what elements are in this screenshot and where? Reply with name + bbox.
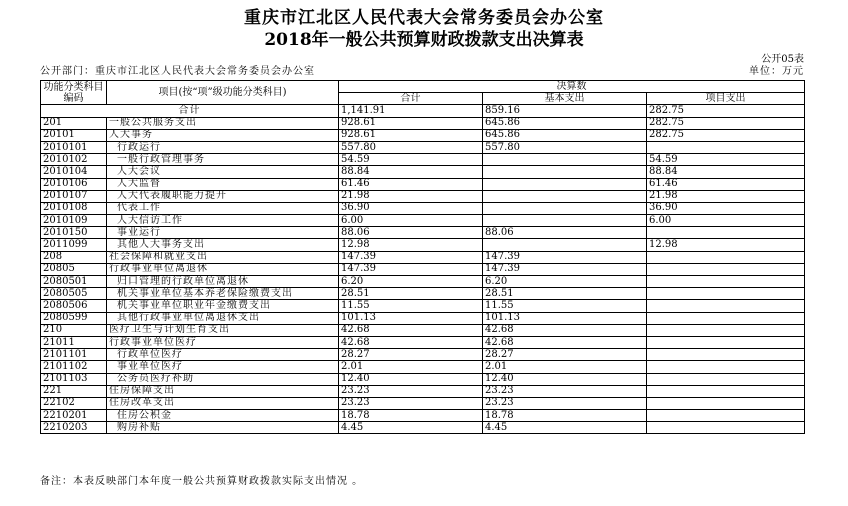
row-total: 42.68: [339, 336, 483, 348]
row-project: [647, 276, 805, 288]
row-basic: 12.40: [483, 373, 647, 385]
row-basic: 645.86: [483, 129, 647, 141]
row-basic: 28.51: [483, 288, 647, 300]
table-row: [41, 336, 805, 348]
table-row: [41, 202, 805, 214]
table-row: [41, 154, 805, 166]
row-basic: 23.23: [483, 397, 647, 409]
table-row: [41, 251, 805, 263]
row-total: 42.68: [339, 324, 483, 336]
report-title: 重庆市江北区人民代表大会常务委员会办公室: [244, 8, 604, 28]
table-row: [41, 300, 805, 312]
row-total: 11.55: [339, 300, 483, 312]
row-name: 一般行政管理事务: [107, 154, 339, 166]
row-total: 54.59: [339, 154, 483, 166]
table-row: [41, 410, 805, 422]
row-name: 人大信访工作: [107, 215, 339, 227]
row-name: 一般公共服务支出: [107, 117, 339, 129]
form-number: 公开05表: [761, 54, 804, 65]
row-basic: 11.55: [483, 300, 647, 312]
row-code: 2101102: [41, 361, 107, 373]
row-project: [647, 336, 805, 348]
total-row-basic: 859.16: [483, 105, 647, 117]
table-row: [41, 324, 805, 336]
row-code: 221: [41, 385, 107, 397]
expenditure-table: [40, 80, 805, 434]
total-row-total: 1,141.91: [339, 105, 483, 117]
row-code: 2210203: [41, 422, 107, 434]
row-name: 其他人大事务支出: [107, 239, 339, 251]
row-project: 88.84: [647, 166, 805, 178]
row-code: 20805: [41, 263, 107, 275]
row-code: 21011: [41, 336, 107, 348]
row-basic: 147.39: [483, 251, 647, 263]
table-row: [41, 397, 805, 409]
row-project: 61.46: [647, 178, 805, 190]
total-row-project: 282.75: [647, 105, 805, 117]
row-project: [647, 288, 805, 300]
row-name: 人大事务: [107, 129, 339, 141]
row-project: [647, 312, 805, 324]
row-project: 282.75: [647, 129, 805, 141]
row-total: 61.46: [339, 178, 483, 190]
final-amount-header: 决算数: [339, 81, 805, 93]
row-total: 18.78: [339, 410, 483, 422]
unit-label: 单位：万元: [749, 66, 804, 77]
row-project: [647, 373, 805, 385]
basic-expense-header: 基本支出: [483, 93, 647, 105]
table-row: [41, 361, 805, 373]
row-name: 住房改革支出: [107, 397, 339, 409]
row-name: 行政事业单位医疗: [107, 336, 339, 348]
row-project: [647, 300, 805, 312]
row-name: 购房补贴: [107, 422, 339, 434]
row-total: 28.27: [339, 349, 483, 361]
table-row: [41, 239, 805, 251]
header-row-1: [41, 81, 805, 93]
row-code: 2080506: [41, 300, 107, 312]
row-project: 12.98: [647, 239, 805, 251]
row-name: 住房公积金: [107, 410, 339, 422]
row-basic: 645.86: [483, 117, 647, 129]
row-project: 36.90: [647, 202, 805, 214]
row-name: 归口管理的行政单位离退休: [107, 276, 339, 288]
table-row: [41, 141, 805, 153]
row-project: [647, 141, 805, 153]
row-code: 208: [41, 251, 107, 263]
row-name: 公务员医疗补助: [107, 373, 339, 385]
row-total: 12.98: [339, 239, 483, 251]
row-code: 210: [41, 324, 107, 336]
row-total: 23.23: [339, 385, 483, 397]
table-row: [41, 288, 805, 300]
row-basic: 42.68: [483, 324, 647, 336]
row-name: 人大代表履职能力提升: [107, 190, 339, 202]
table-row: [41, 373, 805, 385]
item-name-header: 项目(按“项”级功能分类科目): [107, 81, 339, 105]
row-name: 代表工作: [107, 202, 339, 214]
row-total: 147.39: [339, 263, 483, 275]
row-code: 2010101: [41, 141, 107, 153]
row-code: 2010107: [41, 190, 107, 202]
row-name: 行政事业单位离退休: [107, 263, 339, 275]
table-row: [41, 178, 805, 190]
row-project: [647, 349, 805, 361]
row-project: [647, 385, 805, 397]
row-name: 人大监督: [107, 178, 339, 190]
row-total: 12.40: [339, 373, 483, 385]
row-project: [647, 422, 805, 434]
row-code: 2010106: [41, 178, 107, 190]
row-basic: [483, 166, 647, 178]
row-code: 2010108: [41, 202, 107, 214]
row-project: 6.00: [647, 215, 805, 227]
row-name: 住房保障支出: [107, 385, 339, 397]
row-project: [647, 397, 805, 409]
row-basic: 18.78: [483, 410, 647, 422]
row-basic: [483, 178, 647, 190]
row-project: 21.98: [647, 190, 805, 202]
row-code: 2101101: [41, 349, 107, 361]
row-code: 2010109: [41, 215, 107, 227]
row-code: 2080501: [41, 276, 107, 288]
row-basic: [483, 239, 647, 251]
row-basic: [483, 202, 647, 214]
total-row: [41, 105, 805, 117]
row-total: 23.23: [339, 397, 483, 409]
row-basic: 88.06: [483, 227, 647, 239]
table-row: [41, 349, 805, 361]
code-header: 功能分类科目编码: [41, 81, 107, 105]
row-total: 147.39: [339, 251, 483, 263]
row-code: 2010104: [41, 166, 107, 178]
row-total: 36.90: [339, 202, 483, 214]
row-name: 事业运行: [107, 227, 339, 239]
row-total: 2.01: [339, 361, 483, 373]
row-code: 2101103: [41, 373, 107, 385]
row-total: 928.61: [339, 129, 483, 141]
row-project: [647, 361, 805, 373]
row-code: 22102: [41, 397, 107, 409]
row-name: 医疗卫生与计划生育支出: [107, 324, 339, 336]
row-project: [647, 263, 805, 275]
table-row: [41, 117, 805, 129]
row-basic: 42.68: [483, 336, 647, 348]
row-basic: 4.45: [483, 422, 647, 434]
row-project: [647, 227, 805, 239]
row-total: 6.20: [339, 276, 483, 288]
row-basic: 101.13: [483, 312, 647, 324]
row-total: 557.80: [339, 141, 483, 153]
table-row: [41, 227, 805, 239]
row-total: 6.00: [339, 215, 483, 227]
row-basic: 557.80: [483, 141, 647, 153]
row-code: 2210201: [41, 410, 107, 422]
total-header: 合计: [339, 93, 483, 105]
table-row: [41, 276, 805, 288]
row-basic: 2.01: [483, 361, 647, 373]
row-name: 行政单位医疗: [107, 349, 339, 361]
row-name: 事业单位医疗: [107, 361, 339, 373]
row-total: 28.51: [339, 288, 483, 300]
report-subtitle: 2018年一般公共预算财政拨款支出决算表: [264, 30, 584, 50]
row-total: 4.45: [339, 422, 483, 434]
row-project: [647, 324, 805, 336]
department-label: 公开部门：重庆市江北区人民代表大会常务委员会办公室: [40, 66, 315, 77]
row-basic: 28.27: [483, 349, 647, 361]
row-basic: [483, 190, 647, 202]
row-code: 20101: [41, 129, 107, 141]
row-name: 人大会议: [107, 166, 339, 178]
row-code: 2080505: [41, 288, 107, 300]
table-row: [41, 422, 805, 434]
row-code: 2010102: [41, 154, 107, 166]
row-project: [647, 410, 805, 422]
row-project: 54.59: [647, 154, 805, 166]
row-basic: [483, 215, 647, 227]
row-code: 2011099: [41, 239, 107, 251]
row-name: 其他行政事业单位离退休支出: [107, 312, 339, 324]
row-total: 928.61: [339, 117, 483, 129]
row-name: 社会保障和就业支出: [107, 251, 339, 263]
row-total: 101.13: [339, 312, 483, 324]
row-basic: [483, 154, 647, 166]
row-project: [647, 251, 805, 263]
row-total: 21.98: [339, 190, 483, 202]
row-basic: 6.20: [483, 276, 647, 288]
table-row: [41, 385, 805, 397]
row-project: 282.75: [647, 117, 805, 129]
table-row: [41, 190, 805, 202]
row-code: 201: [41, 117, 107, 129]
table-row: [41, 312, 805, 324]
table-row: [41, 129, 805, 141]
table-row: [41, 263, 805, 275]
row-name: 机关事业单位职业年金缴费支出: [107, 300, 339, 312]
row-name: 行政运行: [107, 141, 339, 153]
table-row: [41, 166, 805, 178]
row-basic: 147.39: [483, 263, 647, 275]
row-code: 2010150: [41, 227, 107, 239]
row-basic: 23.23: [483, 385, 647, 397]
project-expense-header: 项目支出: [647, 93, 805, 105]
row-total: 88.06: [339, 227, 483, 239]
row-code: 2080599: [41, 312, 107, 324]
row-total: 88.84: [339, 166, 483, 178]
table-row: [41, 215, 805, 227]
total-row-label: 合计: [41, 105, 339, 117]
footnote: 备注：本表反映部门本年度一般公共预算财政拨款实际支出情况 。: [40, 476, 364, 487]
row-name: 机关事业单位基本养老保险缴费支出: [107, 288, 339, 300]
